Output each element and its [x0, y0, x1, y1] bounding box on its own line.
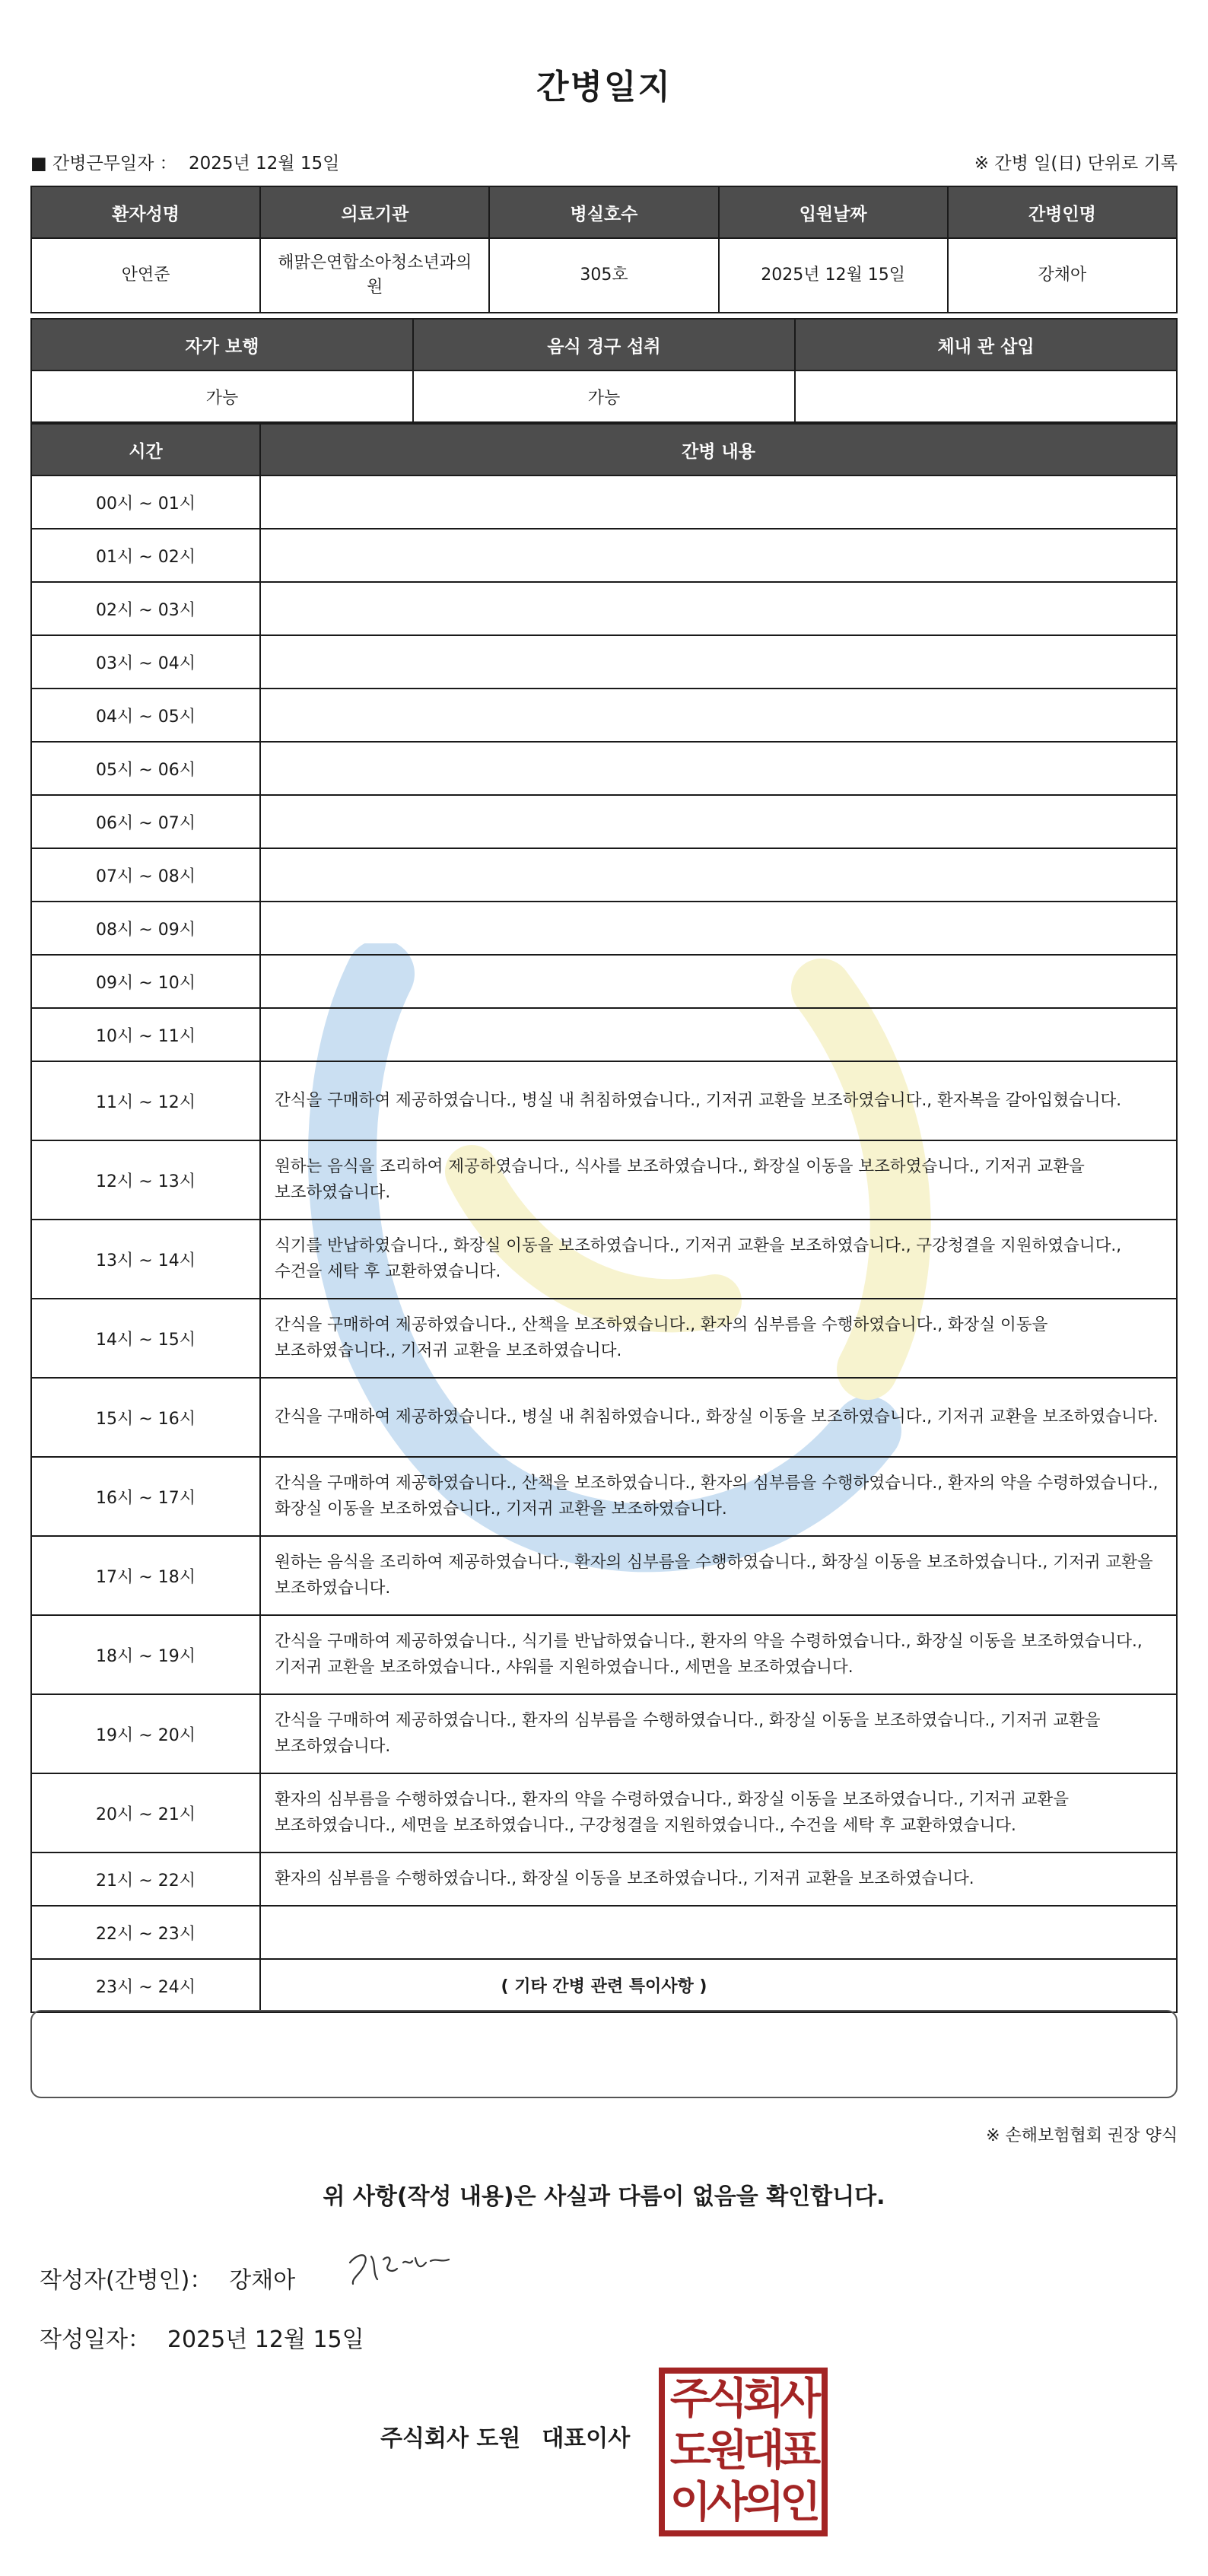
care-log-row — [31, 1773, 1177, 1852]
care-log-row — [31, 795, 1177, 848]
patient-info-value-row — [31, 238, 1177, 313]
header-admission-date: 입원날짜 — [719, 186, 948, 238]
caregiver-name: 강채아 — [948, 238, 1177, 313]
care-log-row — [31, 1536, 1177, 1615]
care-log-content — [260, 635, 1177, 689]
care-log-time: 10시 ~ 11시 — [31, 1008, 260, 1061]
document-title: 간병일지 — [536, 68, 672, 107]
care-log-table — [30, 423, 1178, 2013]
header-oral-intake: 음식 경구 섭취 — [413, 319, 795, 370]
patient-status-header-row — [31, 319, 1177, 370]
care-log-row — [31, 529, 1177, 582]
care-log-content: 간식을 구매하여 제공하였습니다., 병실 내 취침하였습니다., 기저귀 교환을 보조하였습니다., 환자복을 갈아입혔습니다. — [260, 1061, 1177, 1140]
header-time: 시간 — [31, 424, 260, 475]
care-log-time: 22시 ~ 23시 — [31, 1906, 260, 1959]
header-hospital: 의료기관 — [260, 186, 489, 238]
work-date-value: 2025년 12월 15일 — [188, 153, 340, 173]
remarks-box — [30, 2010, 1178, 2098]
care-log-content — [260, 902, 1177, 955]
care-log-time: 01시 ~ 02시 — [31, 529, 260, 582]
care-log-time: 16시 ~ 17시 — [31, 1457, 260, 1536]
care-log-row — [31, 582, 1177, 635]
care-log-time: 18시 ~ 19시 — [31, 1615, 260, 1694]
handwritten-signature — [342, 2240, 464, 2293]
care-log-time: 02시 ~ 03시 — [31, 582, 260, 635]
care-log-row — [31, 1008, 1177, 1061]
care-log-row — [31, 1852, 1177, 1906]
care-log-time: 03시 ~ 04시 — [31, 635, 260, 689]
care-log-time: 11시 ~ 12시 — [31, 1061, 260, 1140]
care-log-row — [31, 1457, 1177, 1536]
care-log-row — [31, 902, 1177, 955]
care-log-time: 07시 ~ 08시 — [31, 848, 260, 902]
care-log-time: 15시 ~ 16시 — [31, 1378, 260, 1457]
care-log-row — [31, 1299, 1177, 1378]
patient-status-table — [30, 318, 1178, 423]
header-patient-name: 환자성명 — [31, 186, 260, 238]
oral-intake-value: 가능 — [413, 370, 795, 422]
writer-name: 강채아 — [229, 2267, 296, 2294]
work-date — [30, 149, 345, 174]
confirmation-statement: 위 사항(작성 내용)은 사실과 다름이 없음을 확인합니다. — [323, 2183, 885, 2210]
care-log-time: 21시 ~ 22시 — [31, 1852, 260, 1906]
self-walking-value: 가능 — [31, 370, 413, 422]
care-log-row — [31, 848, 1177, 902]
care-log-content: 원하는 음식을 조리하여 제공하였습니다., 식사를 보조하였습니다., 화장실 이동을 보조하였습니다., 기저귀 교환을 보조하였습니다. — [260, 1140, 1177, 1220]
care-log-row — [31, 1694, 1177, 1773]
care-log-content: 간식을 구매하여 제공하였습니다., 식기를 반납하였습니다., 환자의 약을 수령하였습니다., 화장실 이동을 보조하였습니다., 기저귀 교환을 보조하였습니다., 샤워를 지원하였습니다., 세면을 보조하였습니다. — [260, 1615, 1177, 1694]
care-log-content: 원하는 음식을 조리하여 제공하였습니다., 환자의 심부름을 수행하였습니다., 화장실 이동을 보조하였습니다., 기저귀 교환을 보조하였습니다. — [260, 1536, 1177, 1615]
care-log-time: 09시 ~ 10시 — [31, 955, 260, 1008]
patient-name: 안연준 — [31, 238, 260, 313]
seal-line-2: 도원대표 — [669, 2426, 817, 2476]
daily-record-note: ※ 간병 일(日) 단위로 기록 — [974, 153, 1178, 173]
patient-status-value-row — [31, 370, 1177, 422]
remarks-title: ( 기타 간병 관련 특이사항 ) — [501, 1977, 707, 1996]
care-log-content — [260, 1906, 1177, 1959]
care-log-time: 08시 ~ 09시 — [31, 902, 260, 955]
care-log-time: 00시 ~ 01시 — [31, 475, 260, 529]
company-name: 주식회사 도원 — [380, 2425, 521, 2452]
care-log-content — [260, 848, 1177, 902]
recommended-form-note: ※ 손해보험협회 권장 양식 — [986, 2126, 1178, 2145]
seal-line-3: 이사의인 — [669, 2478, 817, 2527]
care-log-time: 14시 ~ 15시 — [31, 1299, 260, 1378]
care-log-content — [260, 742, 1177, 795]
care-log-row — [31, 1140, 1177, 1220]
care-log-content — [260, 955, 1177, 1008]
care-log-header-row — [31, 424, 1177, 475]
care-log-content — [260, 475, 1177, 529]
care-log-time: 05시 ~ 06시 — [31, 742, 260, 795]
admission-date: 2025년 12월 15일 — [719, 238, 948, 313]
care-log-content: 식기를 반납하였습니다., 화장실 이동을 보조하였습니다., 기저귀 교환을 보조하였습니다., 구강청결을 지원하였습니다., 수건을 세탁 후 교환하였습니다. — [260, 1220, 1177, 1299]
care-log-content — [260, 582, 1177, 635]
care-log-row — [31, 1061, 1177, 1140]
header-care-content: 간병 내용 — [260, 424, 1177, 475]
writer-line — [40, 2261, 295, 2295]
company-seal — [659, 2368, 828, 2536]
care-log-row — [31, 475, 1177, 529]
care-log-row — [31, 1615, 1177, 1694]
care-log-content: 간식을 구매하여 제공하였습니다., 병실 내 취침하였습니다., 화장실 이동을 보조하였습니다., 기저귀 교환을 보조하였습니다. — [260, 1378, 1177, 1457]
patient-info-header-row — [31, 186, 1177, 238]
care-log-content — [260, 1008, 1177, 1061]
header-room-number: 병실호수 — [489, 186, 718, 238]
care-log-content: 환자의 심부름을 수행하였습니다., 환자의 약을 수령하였습니다., 화장실 이동을 보조하였습니다., 기저귀 교환을 보조하였습니다., 세면을 보조하였습니다., 구강청결을 지원하였습니다., 수건을 세탁 후 교환하였습니다. — [260, 1773, 1177, 1852]
care-log-time: 04시 ~ 05시 — [31, 689, 260, 742]
care-log-time: 06시 ~ 07시 — [31, 795, 260, 848]
tube-insertion-value — [795, 370, 1177, 422]
room-number: 305호 — [489, 238, 718, 313]
care-log-content — [260, 689, 1177, 742]
header-tube-insertion: 체내 관 삽입 — [795, 319, 1177, 370]
written-date-label: 작성일자： — [40, 2326, 151, 2353]
hospital-name: 해맑은연합소아청소년과의원 — [260, 238, 489, 313]
care-log-content: 간식을 구매하여 제공하였습니다., 산책을 보조하였습니다., 환자의 심부름을 수행하였습니다., 화장실 이동을 보조하였습니다., 기저귀 교환을 보조하였습니다. — [260, 1299, 1177, 1378]
work-date-label: ■ 간병근무일자 ： — [30, 153, 177, 173]
care-log-row — [31, 1378, 1177, 1457]
care-log-row — [31, 742, 1177, 795]
seal-line-1: 주식회사 — [669, 2374, 817, 2424]
care-log-row — [31, 689, 1177, 742]
header-self-walking: 자가 보행 — [31, 319, 413, 370]
care-log-time: 13시 ~ 14시 — [31, 1220, 260, 1299]
written-date-line — [40, 2320, 364, 2354]
company-line — [380, 2419, 630, 2453]
care-log-content — [260, 795, 1177, 848]
ceo-label: 대표이사 — [542, 2425, 631, 2452]
care-log-content: 간식을 구매하여 제공하였습니다., 환자의 심부름을 수행하였습니다., 화장실 이동을 보조하였습니다., 기저귀 교환을 보조하였습니다. — [260, 1694, 1177, 1773]
care-log-content: 환자의 심부름을 수행하였습니다., 화장실 이동을 보조하였습니다., 기저귀 교환을 보조하였습니다. — [260, 1852, 1177, 1906]
care-log-content: 간식을 구매하여 제공하였습니다., 산책을 보조하였습니다., 환자의 심부름을 수행하였습니다., 환자의 약을 수령하였습니다., 화장실 이동을 보조하였습니다., 기저귀 교환을 보조하였습니다. — [260, 1457, 1177, 1536]
work-date-row — [30, 146, 1178, 177]
writer-label: 작성자(간병인)： — [40, 2267, 213, 2294]
care-log-time: 17시 ~ 18시 — [31, 1536, 260, 1615]
care-log-time: 12시 ~ 13시 — [31, 1140, 260, 1220]
care-log-time: 20시 ~ 21시 — [31, 1773, 260, 1852]
seal-text — [666, 2374, 820, 2530]
patient-info-table — [30, 186, 1178, 313]
care-log-row — [31, 635, 1177, 689]
care-log-row — [31, 1220, 1177, 1299]
care-log-time: 19시 ~ 20시 — [31, 1694, 260, 1773]
care-log-row — [31, 1906, 1177, 1959]
care-log-time: 23시 ~ 24시 — [31, 1959, 260, 2012]
care-log-content — [260, 529, 1177, 582]
care-log-body — [31, 475, 1177, 2012]
care-log-row — [31, 955, 1177, 1008]
header-caregiver-name: 간병인명 — [948, 186, 1177, 238]
written-date: 2025년 12월 15일 — [167, 2326, 364, 2353]
